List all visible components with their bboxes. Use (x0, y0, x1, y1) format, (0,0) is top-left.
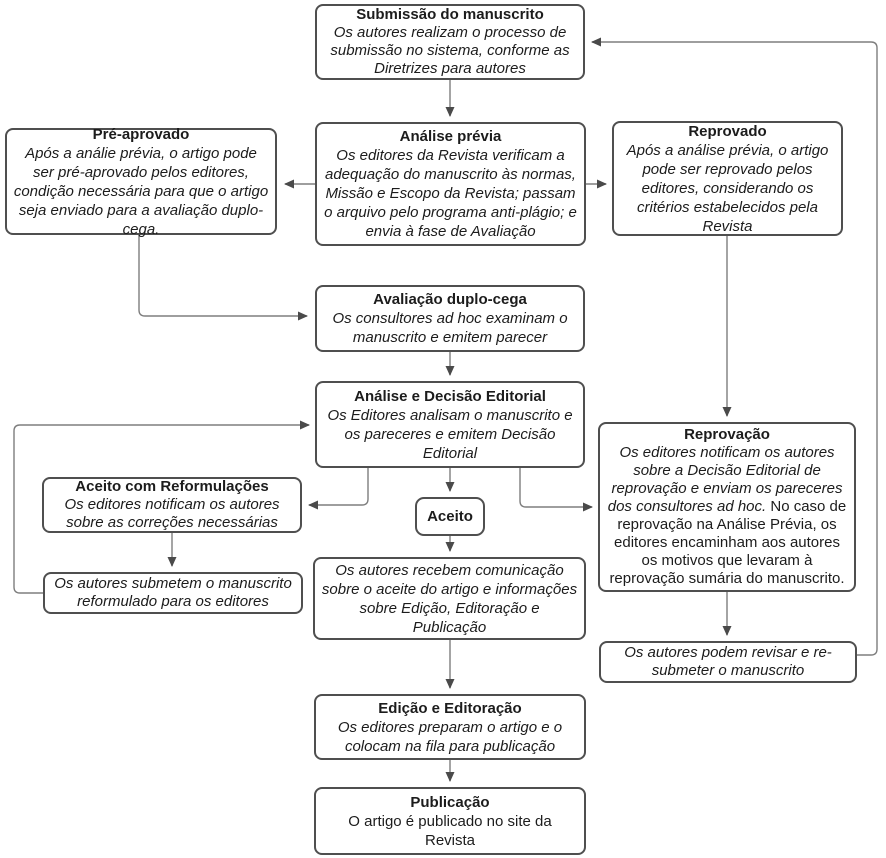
node-body: Os consultores ad hoc examinam o manuscrito e emitem parecer (332, 310, 568, 346)
node-body: Os editores notificam os autores sobre as correções necessárias (64, 496, 280, 531)
node-revisar-resubmeter (599, 641, 857, 683)
node-title: Reprovação (684, 426, 770, 443)
node-title: Avaliação duplo-cega (373, 291, 527, 308)
connector-decisao-reprovacao (520, 468, 592, 507)
node-title: Pré-aprovado (92, 125, 190, 143)
node-title: Aceito (427, 508, 473, 525)
node-body: Após a análie prévia, o artigo pode ser pré-aprovado pelos editores, condição necessária para que o artigo seja enviado para a avaliação duplo-cega. (13, 144, 269, 238)
node-analise-decisao-editorial (315, 381, 585, 468)
node-body: Os editores preparam o artigo e o colocam na fila para publicação (337, 718, 563, 755)
node-aceito (415, 497, 485, 536)
node-reprovado (612, 121, 843, 236)
node-body: Os autores realizam o processo de submissão no sistema, conforme as Diretrizes para autores (330, 24, 570, 77)
node-analise-previa (315, 122, 586, 246)
node-edicao-editoracao (314, 694, 586, 760)
node-body: Os autores submetem o manuscrito reformulado para os editores (54, 575, 292, 610)
node-title: Aceito com Reformulações (75, 478, 269, 495)
node-body: Os autores recebem comunicação sobre o aceite do artigo e informações sobre Edição, Editoração e Publicação (321, 561, 578, 636)
node-recebem-comunicacao (313, 557, 586, 640)
node-publicacao (314, 787, 586, 855)
node-title: Edição e Editoração (378, 699, 522, 717)
node-title: Publicação (410, 793, 490, 811)
node-title: Análise e Decisão Editorial (354, 387, 546, 405)
node-body-regular: No caso de reprovação na Análise Prévia, os editores encaminham aos autores os motivos que levaram à reprovação sumária do manuscrito. (609, 498, 847, 587)
connector-decisao-aceitoreform (309, 468, 368, 505)
node-body: O artigo é publicado no site da Revista (348, 812, 552, 849)
node-body: Após a análise prévia, o artigo pode ser reprovado pelos editores, considerando os critérios estabelecidos pela Revista (626, 141, 829, 235)
node-body: Os editores da Revista verificam a adequação do manuscrito às normas, Missão e Escopo da Revista; passam o arquivo pelo programa anti-plágio; e envia à fase de Avaliação (324, 147, 577, 240)
node-reprovacao (598, 422, 856, 592)
connector-preaprovado-avaliacao (139, 235, 307, 316)
node-title: Reprovado (688, 122, 767, 140)
node-body: Os autores podem revisar e re-submeter o manuscrito (624, 644, 832, 679)
node-pre-aprovado (5, 125, 277, 238)
node-avaliacao-duplo-cega (315, 285, 585, 352)
node-body-italic: Os editores notificam os autores sobre a Decisão Editorial de reprovação e enviam os pareceres dos consultores ad hoc. (607, 444, 843, 515)
node-submetem-reformulado (43, 572, 303, 614)
node-aceito-com-reformulacoes (42, 477, 302, 533)
node-body (605, 444, 849, 588)
node-body: Os Editores analisam o manuscrito e os pareceres e emitem Decisão Editorial (327, 406, 573, 462)
node-submissao (315, 4, 585, 80)
node-title: Análise prévia (399, 128, 502, 145)
node-title: Submissão do manuscrito (356, 6, 544, 23)
